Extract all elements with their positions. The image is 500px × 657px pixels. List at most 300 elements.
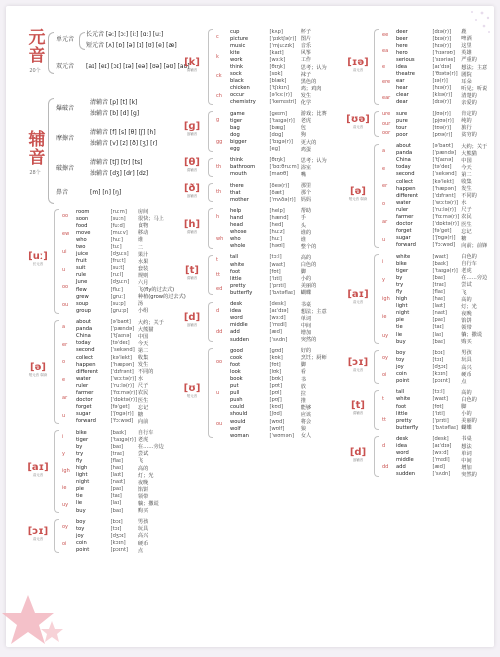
phonetic: [tuː] — [110, 244, 122, 251]
word-list — [76, 208, 186, 315]
phonetic: [ˈmjuːzɪk] — [269, 42, 295, 49]
meaning: 包 — [300, 125, 306, 132]
word: tour — [396, 124, 407, 131]
meaning: 很快；马上 — [137, 216, 164, 223]
word: dog — [230, 131, 240, 138]
word-row — [76, 539, 167, 546]
meaning: 忘记 — [137, 404, 149, 411]
meaning: 向前；前锋 — [461, 242, 488, 249]
word-row — [396, 131, 492, 138]
phonetic: [maʊθ] — [269, 171, 289, 178]
word: bathroom — [230, 164, 256, 171]
meaning: 尝试 — [461, 282, 472, 289]
word-row — [76, 436, 167, 443]
meaning: 老虎 — [461, 268, 472, 275]
phonetic: [taɪ] — [432, 324, 444, 331]
meaning: 灯；光 — [137, 472, 154, 479]
phonetic: [ˈhæpən] — [432, 185, 457, 192]
phonetic: [ˈtaɪɡə(r)] — [432, 267, 458, 274]
word-row — [76, 208, 167, 215]
phoneme-caption: 清辅音 — [186, 229, 198, 234]
phonetic: [suːt] — [110, 265, 125, 272]
word: light — [76, 472, 88, 479]
meaning: 纯的 — [461, 118, 472, 125]
word: chemistry — [230, 99, 256, 106]
word-row — [396, 303, 492, 310]
word: rule — [76, 272, 87, 279]
word-row — [396, 267, 492, 274]
phoneme-symbol — [178, 58, 206, 73]
phonetic: [dʒɔɪ] — [110, 532, 126, 539]
phonetic: [fəˈɡet] — [110, 404, 130, 411]
word: chicken — [230, 85, 250, 92]
phoneme-caption: 浊辅音 — [186, 193, 198, 198]
word-row — [230, 35, 334, 42]
phonetic: [ˈbʌtəflaɪ] — [432, 424, 458, 431]
word: different — [396, 192, 419, 199]
phonetic: [ruːl] — [110, 272, 124, 279]
word: night — [396, 310, 410, 317]
word: beer — [396, 35, 408, 42]
word: doctor — [76, 397, 93, 404]
word-row — [396, 143, 492, 150]
word: about — [396, 143, 411, 150]
phoneme-caption: 双元音 — [352, 125, 364, 130]
phonetic: [haɪ] — [110, 465, 124, 472]
spelling-pattern: ed — [216, 285, 223, 292]
di-vowel-label: 双元音 — [56, 63, 75, 70]
word-row — [396, 124, 492, 131]
phonetic: [lʊk] — [269, 368, 282, 375]
word: tall — [230, 254, 239, 261]
phonetic: [ɡeɪm] — [269, 110, 288, 117]
word: joy — [396, 364, 404, 371]
spelling-pattern: ea — [382, 47, 389, 54]
meaning: 糖 — [137, 411, 144, 418]
phonetic: [fuːd] — [110, 222, 125, 229]
word-row — [230, 397, 334, 404]
meaning: 小的 — [461, 411, 472, 418]
word-row — [230, 146, 334, 153]
spelling-pattern: th — [216, 189, 222, 196]
meaning: 美丽的 — [461, 418, 477, 425]
word-row — [76, 229, 167, 236]
phonetic: [æd] — [269, 329, 282, 336]
meaning: 想法 — [461, 443, 472, 450]
word-row — [76, 361, 167, 368]
word: about — [76, 319, 91, 326]
phonetic: [waɪt] — [432, 253, 448, 260]
meaning: 鸡；鸡肉 — [300, 85, 322, 92]
phonetic: [sɒk] — [269, 71, 283, 78]
phonetic: [dɪə(r)] — [432, 99, 452, 106]
word: tiger — [230, 117, 243, 124]
word: look — [230, 368, 241, 375]
word-row — [76, 443, 167, 450]
phoneme-group — [344, 143, 494, 250]
word: group — [76, 307, 92, 314]
word-list — [230, 301, 334, 344]
meaning: 收集 — [461, 179, 472, 186]
word: grew — [76, 293, 89, 300]
plosive-voiced: 浊辅音 [b] [d] [g] — [90, 110, 140, 117]
meaning: 放 — [300, 383, 306, 390]
meaning: 飞 — [461, 289, 467, 296]
group-brace — [208, 29, 213, 105]
word-row — [396, 371, 492, 378]
mono-brace — [79, 32, 85, 50]
phonetic: [tɔːl] — [432, 389, 445, 396]
phoneme-text: [aɪ] — [347, 289, 369, 301]
word-row — [230, 117, 334, 124]
spelling-pattern: uy — [62, 502, 69, 509]
meaning: 玩具 — [137, 526, 149, 533]
phoneme-caption: 清辅音 — [186, 276, 198, 281]
word: buy — [76, 507, 86, 514]
word-row — [230, 301, 334, 308]
word: point — [76, 547, 90, 554]
meaning: 谁 — [137, 237, 144, 244]
phonetic: [ðeə(r)] — [269, 182, 290, 189]
spelling-pattern: ie — [62, 485, 67, 492]
word-row — [230, 236, 334, 243]
word: second — [396, 171, 415, 178]
word-row — [76, 507, 167, 514]
phoneme-caption: 双元音 — [352, 68, 364, 73]
word-row — [396, 389, 492, 396]
meaning: 领带 — [461, 324, 472, 331]
meaning: 中国 — [461, 157, 472, 164]
phoneme-group — [344, 389, 494, 432]
phonetic: [ʃʊd] — [269, 411, 282, 418]
word: put — [230, 383, 239, 390]
meaning: 美丽的 — [300, 283, 317, 290]
word-row — [396, 157, 492, 164]
phonetic: [ˈsɪəriəs] — [432, 56, 456, 63]
word-row — [396, 338, 492, 345]
spelling-pattern: y — [382, 277, 385, 284]
phonetic: [tɔɪ] — [432, 356, 444, 363]
meaning: 烹饪；厨师 — [300, 355, 327, 362]
column-1 — [24, 28, 190, 643]
meaning: 黑色的 — [300, 78, 317, 85]
phoneme-caption: 浊辅音 — [186, 132, 198, 137]
word-row — [230, 28, 334, 35]
group-brace — [374, 254, 379, 344]
phoneme-group — [178, 28, 336, 106]
word-row — [76, 215, 167, 222]
meaning: 英雄 — [461, 50, 472, 57]
word-row — [230, 85, 334, 92]
phoneme-caption: 清辅音 — [352, 411, 364, 416]
word: different — [76, 368, 99, 375]
word-list — [230, 254, 334, 297]
phonetic: [ˈprɪti] — [269, 282, 286, 289]
group-brace — [208, 302, 213, 343]
word: sure — [396, 110, 408, 117]
word: sugar — [396, 235, 411, 242]
phonetic: [tɔɪ] — [110, 525, 122, 532]
meaning: 看 — [300, 369, 306, 376]
phoneme-caption: 双元音 — [352, 368, 364, 373]
meaning: 在……旁边 — [461, 275, 488, 282]
phoneme-group — [178, 157, 336, 178]
word-row — [76, 243, 167, 250]
meaning: 杯子 — [300, 29, 312, 36]
word-row — [76, 375, 167, 382]
phoneme-caption: 短元音 弱读 — [348, 196, 368, 201]
meaning: 自行车 — [461, 261, 477, 268]
consonant-brace — [48, 98, 54, 204]
word-row — [230, 171, 334, 178]
phoneme-group — [344, 28, 494, 106]
word-row — [230, 275, 334, 282]
word-row — [230, 336, 334, 343]
phonetic: [ˈtʃaɪnə] — [432, 157, 454, 164]
word: boy — [396, 349, 406, 356]
word: kite — [230, 49, 240, 56]
phonetic: [pʊt] — [269, 383, 283, 390]
phonetic: [paɪ] — [432, 317, 445, 324]
phoneme-caption: 短元音 — [186, 394, 198, 399]
phonetic: [waɪt] — [432, 396, 448, 403]
word-row — [76, 286, 175, 294]
word: would — [230, 418, 246, 425]
phonetic: [laɪt] — [432, 303, 446, 310]
phonetic: [laɪ] — [110, 500, 122, 507]
meaning: 套装 — [137, 265, 149, 272]
spelling-pattern: t — [216, 257, 218, 264]
phonetic: [ˈsʌdn] — [432, 471, 451, 478]
phonetic: [ˈfɑːmə(r)] — [110, 389, 138, 396]
phonetic: [ˈdɒktə(r)] — [432, 221, 459, 228]
word: coin — [396, 371, 407, 378]
phonetic: [ˈruːlə(r)] — [432, 206, 456, 213]
word: collect — [396, 178, 413, 185]
phonetic: [ˈdɪfrənt] — [432, 192, 456, 199]
group-brace — [374, 29, 379, 105]
word-list — [230, 110, 334, 153]
phoneme-caption: 浊辅音 — [186, 322, 198, 327]
vowel-brace — [48, 32, 54, 74]
phonetic: [təˈdeɪ] — [432, 164, 452, 171]
nasal-sounds: [m] [n] [ŋ] — [90, 189, 122, 196]
meaning: 中国 — [137, 333, 149, 340]
phoneme-group — [178, 110, 336, 153]
word-row — [76, 547, 167, 554]
phoneme-caption: 长元音 — [32, 262, 44, 267]
word: butterfly — [396, 424, 419, 431]
word-row — [230, 368, 334, 375]
phonetic: [aɪˈdɪə] — [432, 443, 452, 450]
word-row — [230, 243, 334, 250]
spelling-pattern: i — [382, 258, 384, 265]
word: hand — [230, 214, 244, 221]
word-list — [76, 319, 167, 425]
phonetic: [waɪt] — [269, 261, 285, 268]
word-row — [396, 457, 492, 464]
meaning: 硬币 — [137, 540, 149, 547]
word: deer — [396, 28, 408, 35]
phonetic: [blæk] — [269, 78, 287, 85]
word: pretty — [396, 417, 412, 424]
phoneme-symbol — [344, 358, 372, 373]
word-row — [230, 42, 334, 49]
phonetic: [ˈtaɪɡə(r)] — [269, 117, 295, 124]
word-row — [76, 418, 167, 425]
meaning: 第二 — [137, 347, 149, 354]
word: hear — [396, 85, 408, 92]
phoneme-symbol — [344, 115, 372, 130]
meaning: 收集 — [137, 355, 149, 362]
word-row — [396, 471, 492, 478]
group-brace — [208, 183, 213, 202]
word-row — [230, 268, 334, 275]
meaning: 大约；关于 — [461, 143, 488, 150]
phonetic: [ruːm] — [110, 208, 127, 215]
word-row — [230, 261, 334, 268]
phonetic: [hed] — [269, 222, 284, 229]
spelling-pattern: dd — [382, 463, 389, 470]
word: point — [396, 378, 410, 385]
word-row — [396, 49, 492, 56]
word-row — [230, 71, 334, 78]
word: forget — [396, 228, 412, 235]
meaning: 夜晚 — [461, 310, 472, 317]
phonetic: [ˈwʊmən] — [269, 432, 294, 439]
word-row — [396, 110, 492, 117]
word: toy — [76, 525, 85, 532]
meaning: 脚 — [300, 362, 306, 369]
meaning: 点 — [461, 378, 467, 385]
meaning: 高的 — [461, 296, 472, 303]
plosive-voiceless: 清辅音 [p] [t] [k] — [90, 99, 138, 106]
meaning: 高兴 — [137, 533, 149, 540]
phoneme-text: [ɪə] — [347, 57, 369, 69]
meaning: 尺子 — [137, 383, 149, 390]
word: mother — [230, 196, 249, 203]
meaning: 将会 — [300, 419, 312, 426]
word: toy — [396, 356, 405, 363]
phoneme-symbol — [178, 158, 206, 173]
meaning: 躺；撒谎 — [461, 332, 483, 339]
phonetic: [fəˈɡet] — [432, 228, 452, 235]
phonetic: [fʊt] — [269, 361, 281, 368]
word: occur — [230, 92, 245, 99]
word: suit — [76, 265, 86, 272]
meaning: 这里 — [461, 43, 472, 50]
phonetic: [traɪ] — [110, 450, 124, 457]
phoneme-caption: 清辅音 — [186, 68, 198, 73]
phonetic: [ˈprɪti] — [432, 417, 449, 424]
meaning: 谁 — [300, 236, 306, 243]
meaning: 灯；光 — [461, 303, 477, 310]
word-list — [396, 28, 492, 106]
word: picture — [230, 35, 249, 42]
phonetic: [pʊl] — [269, 390, 282, 397]
meaning: 农民 — [137, 390, 149, 397]
phonetic: [huːz] — [269, 229, 285, 236]
meaning: 老虎 — [300, 118, 312, 125]
phoneme-symbol — [344, 448, 372, 463]
phonetic: [bɔɪ] — [110, 518, 123, 525]
word: help — [230, 207, 242, 214]
affricate-label: 破擦音 — [56, 165, 75, 172]
spelling-pattern: ear — [382, 94, 391, 101]
meaning: 想法；主意 — [461, 64, 488, 71]
phonetic: [ˈtʃɪkɪn] — [269, 85, 289, 92]
phoneme-text: [ɔɪ] — [347, 357, 369, 369]
word: think — [230, 64, 244, 71]
phonetic: [ˈpændə] — [110, 326, 135, 333]
phonetic: [ˈmʌðə(r)] — [269, 196, 296, 203]
phonetic: [fʊt] — [269, 268, 281, 275]
meaning: 思考；认为 — [300, 157, 327, 164]
word: white — [230, 261, 245, 268]
phonetic: [fʊt] — [432, 403, 444, 410]
word-row — [76, 518, 167, 525]
phonetic: [ˈdɒktə(r)] — [110, 397, 138, 404]
phoneme-symbol — [178, 184, 206, 199]
word: desk — [230, 301, 243, 308]
word: white — [396, 253, 411, 260]
phoneme-caption: 清辅音 — [186, 168, 198, 173]
phoneme-text: [ð] — [183, 182, 200, 194]
word: try — [76, 450, 84, 457]
phonetic: [suːp] — [110, 300, 126, 307]
word: idea — [396, 443, 408, 450]
word: who — [76, 236, 87, 243]
word-row — [230, 189, 334, 196]
meaning: 突然的 — [300, 337, 317, 344]
phonetic: [baɪ] — [110, 507, 124, 514]
phonetic: [ˈpɪktʃə(r)] — [269, 35, 297, 42]
meaning: 工作 — [300, 57, 312, 64]
meaning: 忘记 — [461, 228, 472, 235]
phonetic: [ˈθɪətə(r)] — [432, 71, 458, 78]
phonetic: [kʌp] — [269, 28, 283, 35]
meaning: 水果 — [137, 258, 149, 265]
spelling-pattern: ar — [382, 218, 388, 225]
phonetic: [ðæt] — [269, 189, 284, 196]
phonetic: [haɪ] — [432, 296, 445, 303]
word-row — [396, 424, 492, 431]
meaning: 自行车 — [137, 430, 154, 437]
word: pure — [396, 117, 408, 124]
word: word — [230, 315, 243, 322]
spelling-pattern: e — [62, 377, 66, 384]
phoneme-symbol — [24, 363, 52, 378]
word: tie — [396, 324, 403, 331]
word-row — [396, 464, 492, 471]
word: happen — [76, 361, 96, 368]
group-brace — [374, 436, 379, 477]
phoneme-text: [ɡ] — [183, 121, 201, 133]
word-row — [230, 196, 334, 203]
spelling-pattern: a — [62, 323, 66, 330]
word-row — [76, 307, 167, 314]
word: who — [230, 236, 241, 243]
word: push — [230, 397, 243, 404]
spelling-pattern: ch — [216, 92, 222, 99]
word: forward — [76, 418, 96, 425]
word-row — [230, 425, 334, 432]
phonetic: [desk] — [432, 435, 449, 442]
word-row — [76, 532, 167, 539]
word: water — [76, 375, 91, 382]
word-row — [396, 242, 492, 249]
meaning: 高的 — [300, 254, 312, 261]
